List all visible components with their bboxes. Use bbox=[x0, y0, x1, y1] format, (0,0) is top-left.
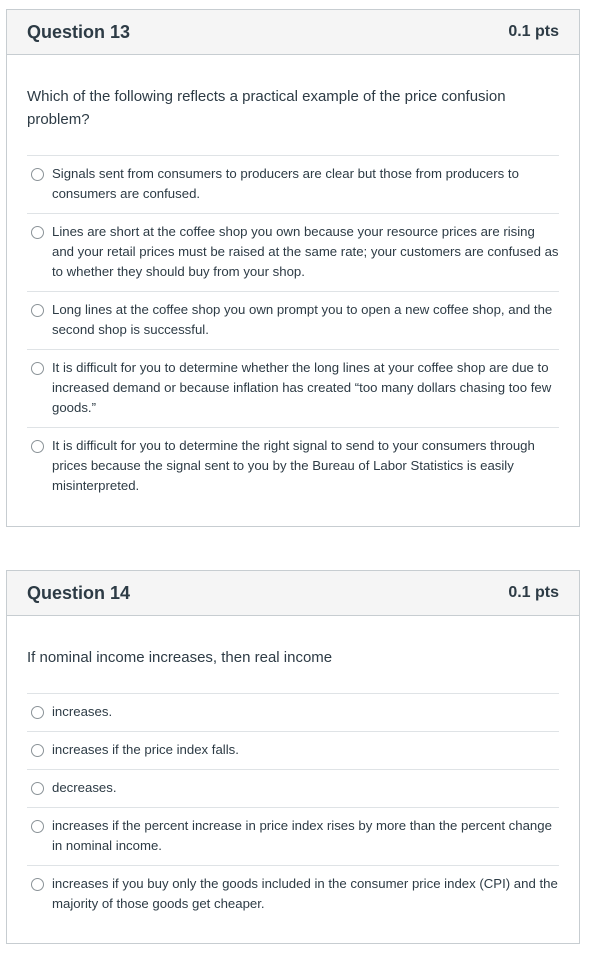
question-points: 0.1 pts bbox=[508, 584, 559, 601]
answer-option[interactable] bbox=[27, 428, 559, 505]
question-points: 0.1 pts bbox=[508, 23, 559, 40]
answer-list bbox=[27, 155, 559, 505]
radio-button[interactable] bbox=[31, 878, 44, 891]
question-header bbox=[7, 10, 579, 55]
radio-button[interactable] bbox=[31, 706, 44, 719]
radio-button[interactable] bbox=[31, 168, 44, 181]
answer-label[interactable]: increases if the price index falls. bbox=[52, 742, 239, 757]
answer-option[interactable] bbox=[27, 292, 559, 350]
answer-label[interactable]: increases. bbox=[52, 704, 113, 719]
answer-label[interactable]: Long lines at the coffee shop you own prompt you to open a new coffee shop, and the second shop is successful. bbox=[52, 302, 553, 337]
question-text: Which of the following reflects a practical example of the price confusion problem? bbox=[27, 88, 506, 128]
answer-option[interactable] bbox=[27, 866, 559, 923]
answer-option[interactable] bbox=[27, 350, 559, 428]
answer-option[interactable] bbox=[27, 808, 559, 866]
answer-label[interactable]: increases if the percent increase in price index rises by more than the percent change in nominal income. bbox=[52, 818, 552, 853]
question-14-card bbox=[6, 570, 580, 944]
radio-button[interactable] bbox=[31, 782, 44, 795]
answer-label[interactable]: increases if you buy only the goods included in the consumer price index (CPI) and the majority of those goods get cheaper. bbox=[52, 876, 558, 911]
radio-button[interactable] bbox=[31, 744, 44, 757]
question-13-card bbox=[6, 9, 580, 527]
answer-label[interactable]: decreases. bbox=[52, 780, 117, 795]
question-header bbox=[7, 571, 579, 616]
answer-label[interactable]: Lines are short at the coffee shop you own because your resource prices are rising and your retail prices must be raised at the same rate; your customers are confused as to whether they should buy from your shop. bbox=[52, 224, 559, 279]
answer-list bbox=[27, 693, 559, 923]
question-text: If nominal income increases, then real income bbox=[27, 649, 333, 666]
radio-button[interactable] bbox=[31, 362, 44, 375]
answer-label[interactable]: It is difficult for you to determine the right signal to send to your consumers through prices because the signal sent to you by the Bureau of Labor Statistics is easily misinterpreted. bbox=[52, 438, 535, 493]
radio-button[interactable] bbox=[31, 304, 44, 317]
radio-button[interactable] bbox=[31, 226, 44, 239]
answer-option[interactable] bbox=[27, 156, 559, 214]
answer-label[interactable]: It is difficult for you to determine whether the long lines at your coffee shop are due to increased demand or because inflation has created “too many dollars chasing too few goods.” bbox=[52, 360, 552, 415]
question-title: Question 13 bbox=[27, 21, 131, 42]
answer-option[interactable] bbox=[27, 770, 559, 808]
radio-button[interactable] bbox=[31, 440, 44, 453]
answer-option[interactable] bbox=[27, 694, 559, 732]
radio-button[interactable] bbox=[31, 820, 44, 833]
answer-option[interactable] bbox=[27, 732, 559, 770]
answer-option[interactable] bbox=[27, 214, 559, 292]
answer-label[interactable]: Signals sent from consumers to producers are clear but those from producers to consumers are confused. bbox=[52, 166, 519, 201]
question-body bbox=[7, 85, 579, 505]
question-title: Question 14 bbox=[27, 582, 131, 603]
question-body bbox=[7, 646, 579, 923]
